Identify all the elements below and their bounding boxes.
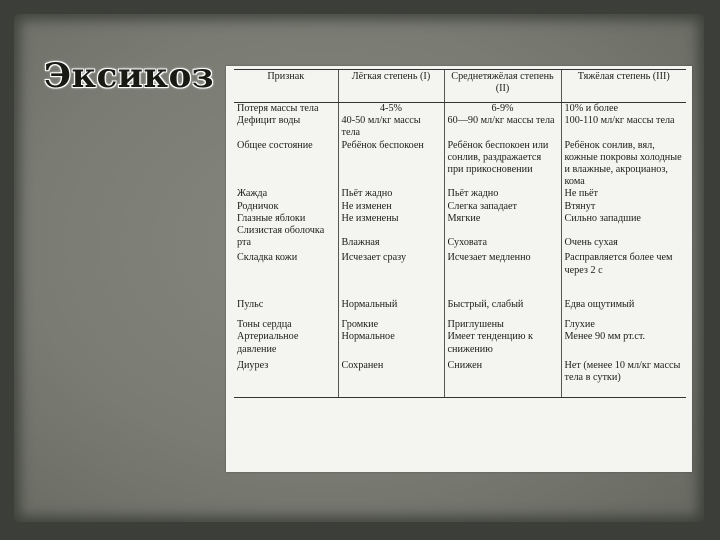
moderate-cell: Быстрый, слабый xyxy=(444,287,561,311)
slide-title: Эксикоз xyxy=(44,56,214,96)
severe-cell: Глухие xyxy=(561,311,686,331)
table-row xyxy=(234,249,686,287)
moderate-cell: Слегка западает xyxy=(444,201,561,213)
severe-cell: Очень сухая xyxy=(561,225,686,249)
mild-cell: 40-50 мл/кг массы тела xyxy=(338,115,444,139)
mild-cell: Ребёнок беспокоен xyxy=(338,140,444,189)
mild-cell: Не изменен xyxy=(338,201,444,213)
mild-cell: Нормальный xyxy=(338,287,444,311)
exsicosis-table-panel xyxy=(226,66,692,472)
moderate-cell: Суховата xyxy=(444,225,561,249)
severe-cell: Сильно западшие xyxy=(561,213,686,225)
header-moderate: Среднетяжёлая степень (II) xyxy=(444,70,561,103)
row-sign-cell: Глазные яблоки xyxy=(237,212,306,224)
mild-cell: Влажная xyxy=(338,225,444,249)
severe-cell: Расправляется более чем через 2 с xyxy=(561,249,686,287)
row-sign-cell: Слизистая оболочка рта xyxy=(237,225,325,249)
exsicosis-table xyxy=(234,69,686,398)
moderate-cell: Приглушены xyxy=(444,311,561,331)
mild-cell: Пьёт жадно xyxy=(338,188,444,200)
table-row xyxy=(234,311,686,331)
mild-cell: Не изменены xyxy=(338,213,444,225)
row-sign-cell: Родничок xyxy=(237,200,279,212)
severe-cell: Едва ощутимый xyxy=(561,287,686,311)
moderate-cell: Мягкие xyxy=(444,213,561,225)
table-row xyxy=(234,356,686,398)
mild-cell: Нормальное xyxy=(338,331,444,355)
header-mild: Лёгкая степень (I) xyxy=(338,70,444,103)
moderate-cell: Имеет тенденцию к снижению xyxy=(444,331,561,355)
moderate-cell: 6-9% xyxy=(444,103,561,116)
table-row xyxy=(234,331,686,355)
severe-cell: 10% и более xyxy=(561,103,686,116)
severe-cell: Не пьёт xyxy=(561,188,686,200)
severe-cell: Втянут xyxy=(561,201,686,213)
row-sign-cell: Общее состояние xyxy=(237,139,313,151)
header-sign: Признак xyxy=(234,70,338,103)
row-sign-cell: Складка кожи xyxy=(237,252,298,264)
severe-cell: 100-110 мл/кг массы тела xyxy=(561,115,686,139)
row-sign-cell: Пульс xyxy=(237,299,264,311)
moderate-cell: Исчезает медленно xyxy=(444,249,561,287)
moderate-cell: Пьёт жадно xyxy=(444,188,561,200)
table-row xyxy=(234,115,686,139)
row-sign-cell: Жажда xyxy=(237,188,268,200)
table-row xyxy=(234,213,686,225)
mild-cell: Громкие xyxy=(338,311,444,331)
table-row xyxy=(234,188,686,200)
mild-cell: Исчезает сразу xyxy=(338,249,444,287)
mild-cell: 4-5% xyxy=(338,103,444,116)
header-severe: Тяжёлая степень (III) xyxy=(561,70,686,103)
moderate-cell: Снижен xyxy=(444,356,561,398)
row-sign-cell: Тоны сердца xyxy=(237,319,292,331)
table-row xyxy=(234,287,686,311)
row-sign-cell: Диурез xyxy=(234,356,338,398)
table-row xyxy=(234,103,686,116)
row-sign-cell: Потеря массы тела xyxy=(237,103,319,114)
severe-cell: Ребёнок сонлив, вял, кожные покровы холодные и влажные, акроцианоз, кома xyxy=(561,140,686,189)
row-sign-cell: Артериальное давление xyxy=(237,331,299,355)
table-row xyxy=(234,225,686,249)
severe-cell: Менее 90 мм рт.ст. xyxy=(561,331,686,355)
row-sign-cell: Дефицит воды xyxy=(237,115,301,127)
moderate-cell: Ребёнок беспокоен или сонлив, раздражается при прикосновении xyxy=(444,140,561,189)
mild-cell: Сохранен xyxy=(338,356,444,398)
table-row xyxy=(234,140,686,189)
table-header-row xyxy=(234,70,686,103)
table-row xyxy=(234,201,686,213)
moderate-cell: 60—90 мл/кг массы тела xyxy=(444,115,561,139)
severe-cell: Нет (менее 10 мл/кг массы тела в сутки) xyxy=(561,356,686,398)
